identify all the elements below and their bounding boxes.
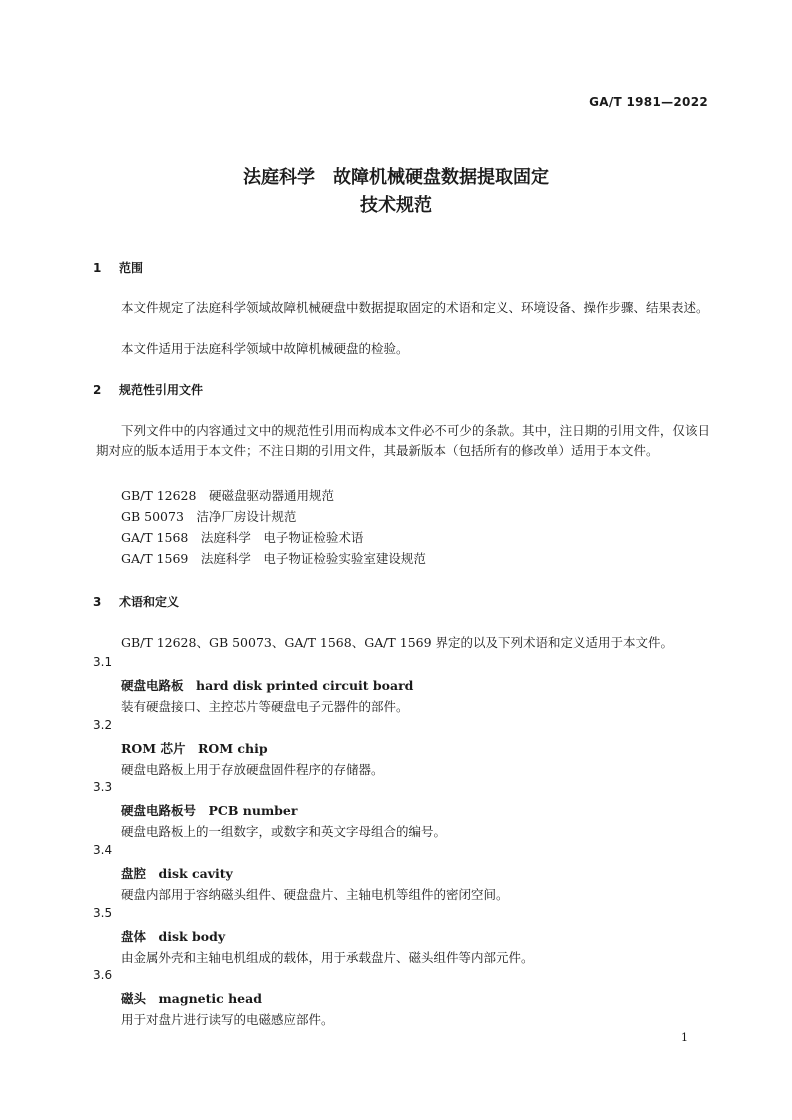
term-definition: 硬盘电路板上用于存放硬盘固件程序的存储器。 (121, 762, 384, 777)
section-1-paragraph-1: 本文件规定了法庭科学领域故障机械硬盘中数据提取固定的术语和定义、环境设备、操作步骤、结果表述。 (121, 300, 709, 315)
term-number: 3.1 (93, 655, 113, 669)
section-2-heading (93, 381, 203, 398)
section-3-heading (93, 593, 179, 610)
section-number: 1 (93, 261, 102, 275)
section-1-paragraph-2: 本文件适用于法庭科学领域中故障机械硬盘的检验。 (121, 341, 409, 356)
term-heading: 盘腔 disk cavity (121, 866, 233, 881)
term-definition: 硬盘内部用于容纳磁头组件、硬盘盘片、主轴电机等组件的密闭空间。 (121, 887, 509, 902)
reference-item: GA/T 1569 法庭科学 电子物证检验实验室建设规范 (121, 551, 426, 566)
reference-item: GB 50073 洁净厂房设计规范 (121, 509, 297, 524)
section-2-paragraph-1: 下列文件中的内容通过文中的规范性引用而构成本文件必不可少的条款。其中，注日期的引用文件，仅该日期对应的版本适用于本文件；不注日期的引用文件，其最新版本（包括所有的修改单）适用于本文件。 (96, 423, 710, 458)
term-heading: 盘体 disk body (121, 929, 226, 944)
term-definition: 由金属外壳和主轴电机组成的载体，用于承载盘片、磁头组件等内部元件。 (121, 950, 534, 965)
term-definition: 硬盘电路板上的一组数字，或数字和英文字母组合的编号。 (121, 824, 447, 839)
section-number: 3 (93, 595, 102, 609)
term-heading: 硬盘电路板 hard disk printed circuit board (121, 678, 414, 693)
document-code: GA/T 1981—2022 (589, 95, 708, 109)
term-definition: 装有硬盘接口、主控芯片等硬盘电子元器件的部件。 (121, 699, 409, 714)
document-title-line2: 技术规范 (360, 195, 432, 216)
term-heading: ROM 芯片 ROM chip (121, 741, 268, 756)
document-title-line1: 法庭科学 故障机械硬盘数据提取固定 (243, 167, 549, 188)
term-number: 3.4 (93, 843, 113, 857)
term-definition: 用于对盘片进行读写的电磁感应部件。 (121, 1012, 334, 1027)
term-heading: 硬盘电路板号 PCB number (121, 803, 298, 818)
section-number: 2 (93, 383, 102, 397)
term-number: 3.3 (93, 780, 113, 794)
page-number: 1 (681, 1031, 688, 1044)
section-3-intro: GB/T 12628、GB 50073、GA/T 1568、GA/T 1569 界定的以及下列术语和定义适用于本文件。 (121, 635, 674, 650)
section-1-heading (93, 259, 143, 276)
section-title: 规范性引用文件 (119, 383, 204, 397)
reference-item: GA/T 1568 法庭科学 电子物证检验术语 (121, 530, 364, 545)
section-title: 术语和定义 (119, 595, 180, 609)
term-number: 3.2 (93, 718, 113, 732)
term-heading: 磁头 magnetic head (121, 991, 262, 1006)
reference-item: GB/T 12628 硬磁盘驱动器通用规范 (121, 488, 334, 503)
term-number: 3.5 (93, 906, 113, 920)
section-title: 范围 (119, 261, 144, 275)
term-number: 3.6 (93, 968, 113, 982)
